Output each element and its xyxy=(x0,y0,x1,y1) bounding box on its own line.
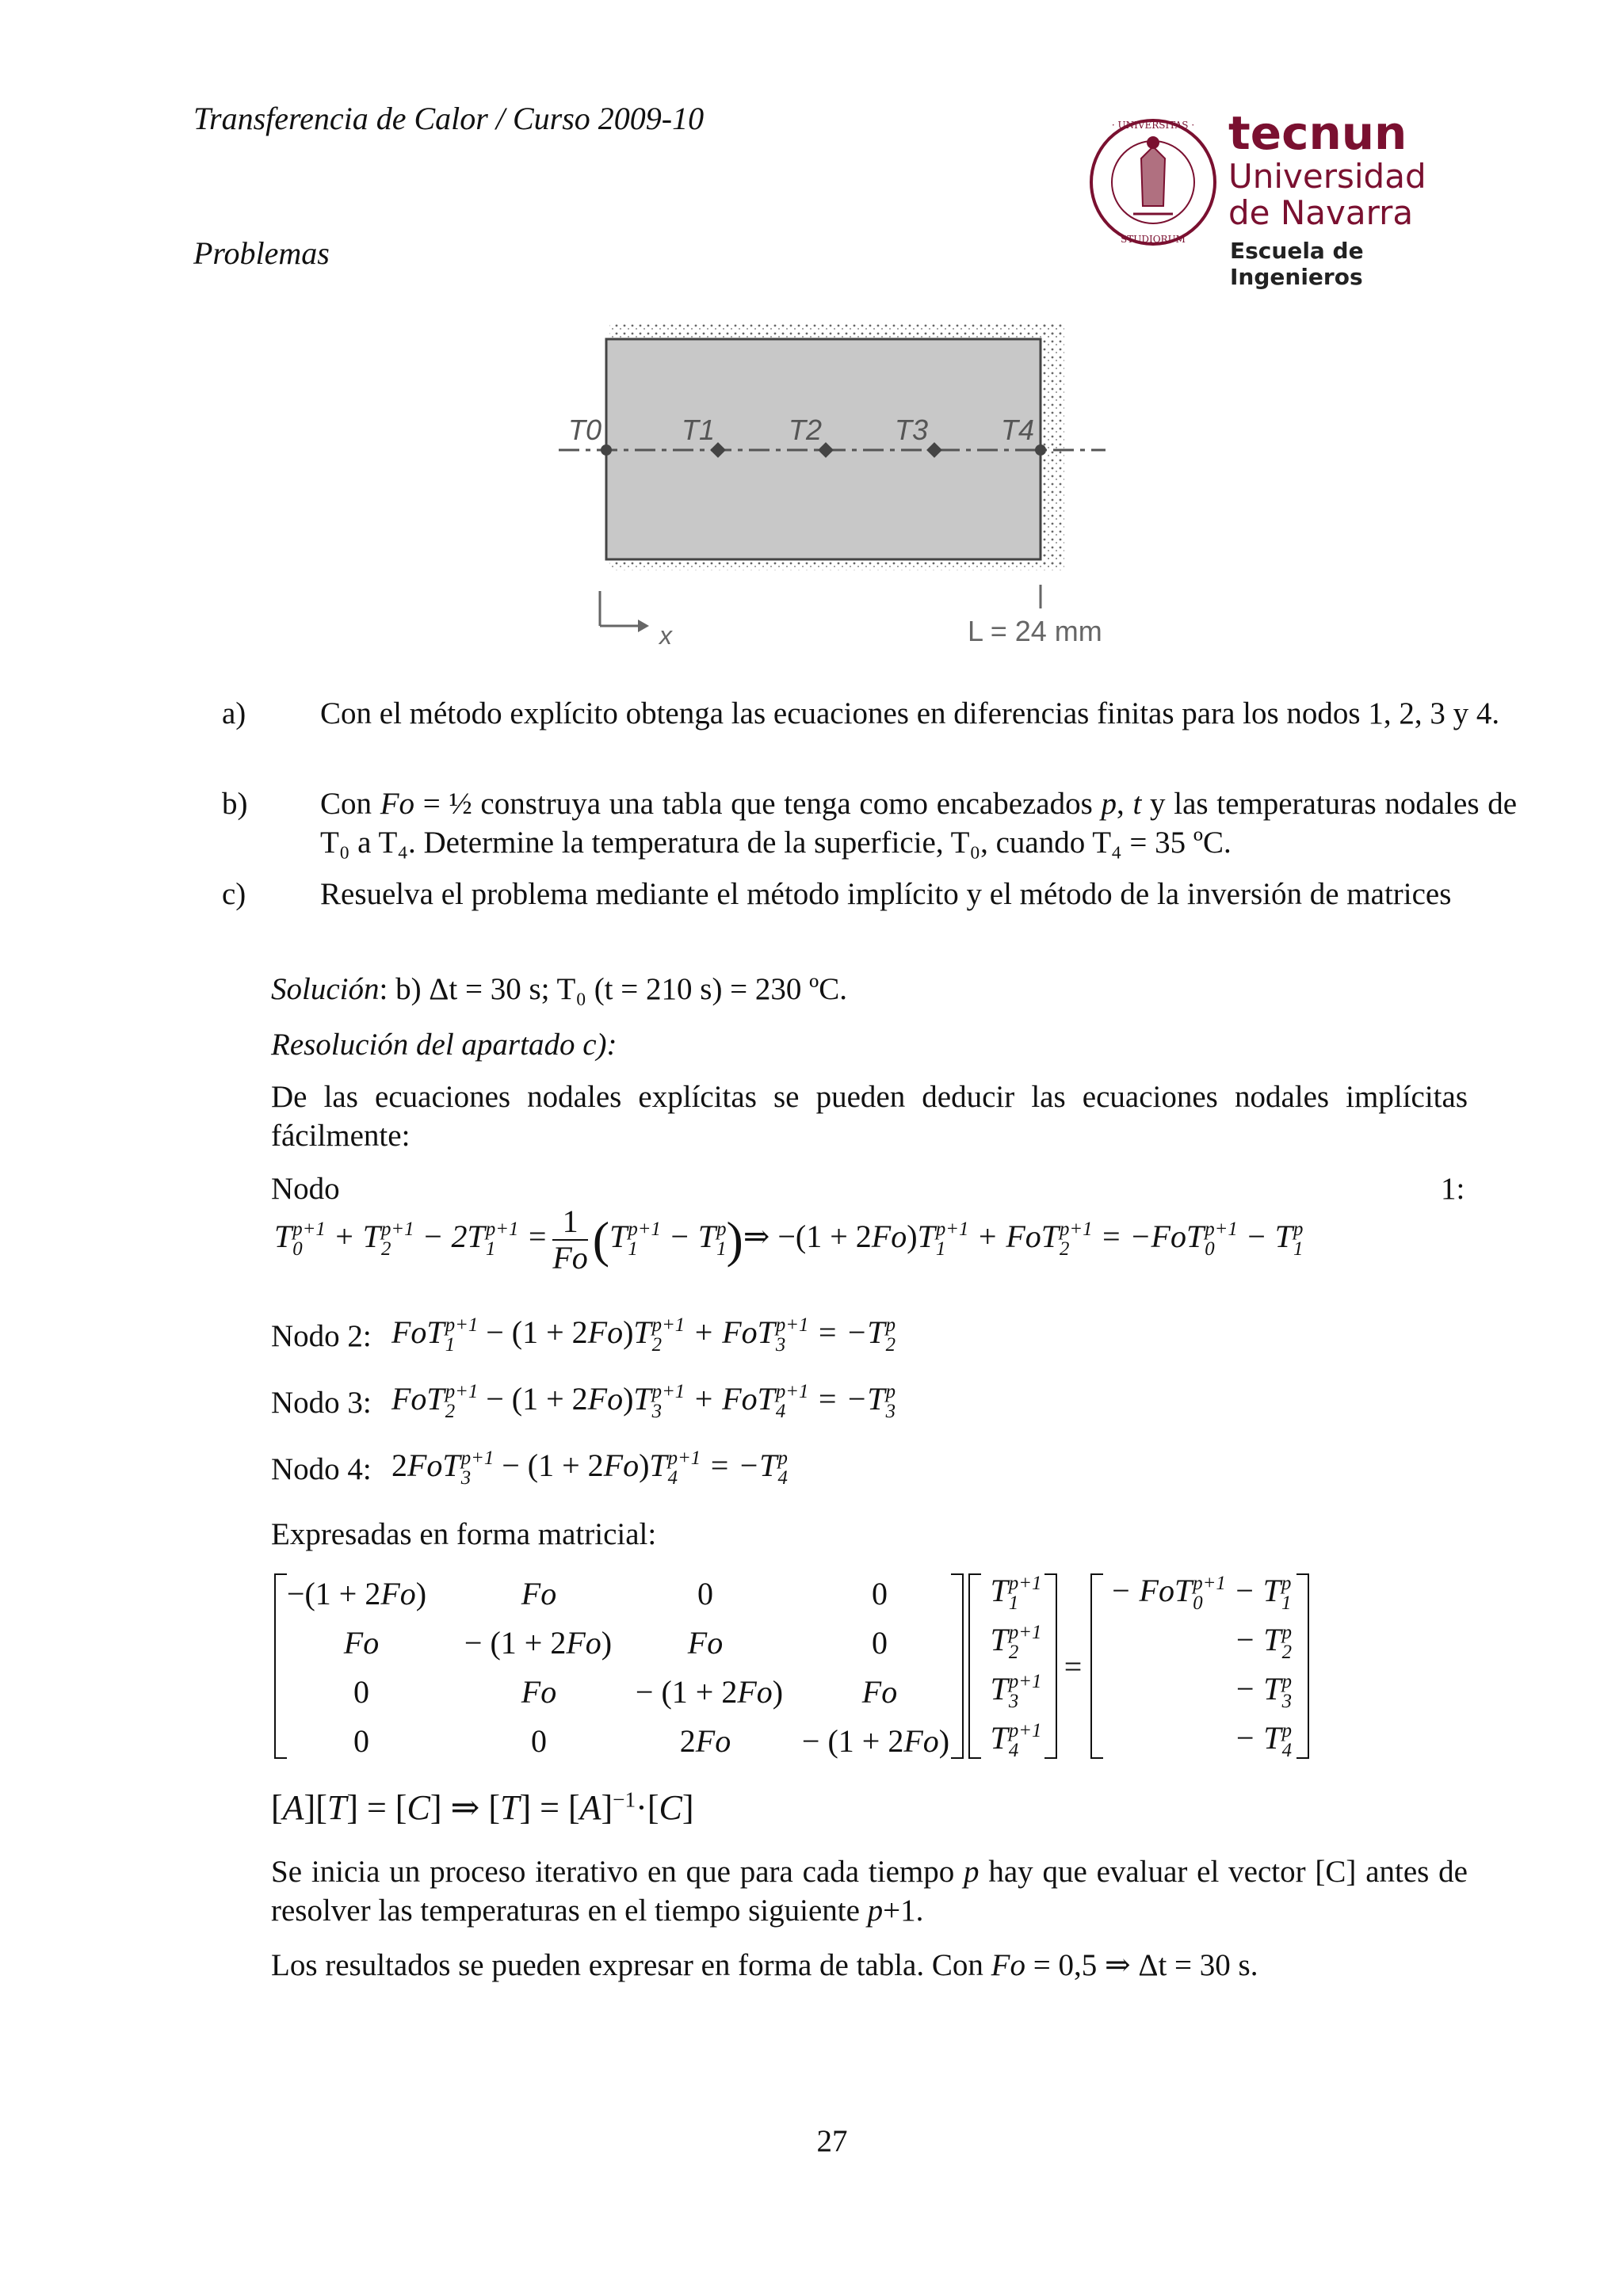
node-label-t3: T3 xyxy=(895,414,929,446)
results-paragraph: Los resultados se pueden expresar en forma de tabla. Con Fo = 0,5 ⇒ Δt = 30 s. xyxy=(271,1948,1258,1982)
resolution-heading: Resolución del apartado c): xyxy=(271,1028,617,1062)
logo-brand: tecnun xyxy=(1228,106,1407,160)
node4-equation: 2FoT p+1 3 − (1 + 2Fo)T p+1 4 = −T p 4 xyxy=(391,1447,788,1489)
course-header: Transferencia de Calor / Curso 2009-10 xyxy=(193,101,705,136)
x-axis-label: x xyxy=(659,621,672,650)
section-header: Problemas xyxy=(193,235,330,271)
item-b: b) Con Fo = ½ construya una tabla que tenga como encabezados p, t y las temperaturas nodales de T₀ a T₄. Determine la temperatura de la superficie, T₀, cuando T₄ = 35 ºC. xyxy=(271,784,1517,862)
node-label-t0: T0 xyxy=(568,414,602,446)
node3-label: Nodo 3: xyxy=(271,1386,372,1420)
plane-wall-diagram xyxy=(559,315,1113,656)
node2-label: Nodo 2: xyxy=(271,1319,372,1353)
iterative-paragraph: Se inicia un proceso iterativo en que para cada tiempo p hay que evaluar el vector [C] antes de resolver las temperaturas en el tiempo siguiente p+1. xyxy=(271,1855,1468,1928)
solution-text: : b) Δt = 30 s; T₀ (t = 210 s) = 230 ºC. xyxy=(379,972,848,1006)
length-label: L = 24 mm xyxy=(968,615,1102,647)
page-number: 27 xyxy=(816,2124,848,2158)
university-seal-icon xyxy=(1086,95,1220,269)
node-label-t4: T4 xyxy=(1001,414,1035,446)
matrix-heading: Expresadas en forma matricial: xyxy=(271,1517,657,1551)
node1-label-right: 1: xyxy=(1441,1172,1465,1206)
node-label-t2: T2 xyxy=(789,414,823,446)
logo-school: Escuela de Ingenieros xyxy=(1230,238,1364,290)
solution-line xyxy=(271,970,847,1009)
matrix-equals-sign: = xyxy=(1064,1649,1083,1684)
item-c-label: c) xyxy=(222,877,246,911)
item-a-label: a) xyxy=(222,696,246,730)
node4-label: Nodo 4: xyxy=(271,1452,372,1486)
item-b-label: b) xyxy=(222,787,248,821)
logo-university-line1: Universidad xyxy=(1228,157,1426,196)
item-c-text: Resuelva el problema mediante el método implícito y el método de la inversión de matrices xyxy=(320,877,1452,911)
svg-text:STUDIORUM: STUDIORUM xyxy=(1121,234,1186,245)
node3-equation: FoT p+1 2 − (1 + 2Fo)T p+1 3 + FoT p+1 4 = −T p 3 xyxy=(391,1381,896,1422)
item-a-text: Con el método explícito obtenga las ecuaciones en diferencias finitas para los nodos 1, 2, 3 y 4. xyxy=(320,696,1500,730)
wall-figure xyxy=(559,315,1113,656)
matrix-inversion-equation: [A][T] = [C] ⇒ $[T] = [A]^{-1}\cdot[C]$ xyxy=(271,1787,694,1827)
solution-label: Solución xyxy=(271,972,380,1006)
university-logo xyxy=(1086,95,1474,290)
node-label-t1: T1 xyxy=(682,414,716,446)
item-c xyxy=(222,875,1517,913)
node1-equation: T p+1 0 + T p+1 2 − 2T p+1 1 = $\frac{1}{Fo}$ (T p+1 1 − T p 1 )⇒ −(1 + 2Fo)T p+1 1 + FoT p+1 2 = −FoT p+1 0 − T p 1 xyxy=(274,1203,1304,1276)
svg-text:· UNIVERSITAS ·: · UNIVERSITAS · xyxy=(1111,120,1195,131)
node2-equation: FoT p+1 1 − (1 + 2Fo)T p+1 2 + FoT p+1 3 = −T p 2 xyxy=(391,1314,896,1356)
item-a xyxy=(222,694,1517,733)
intro-paragraph: De las ecuaciones nodales explícitas se pueden deducir las ecuaciones nodales implícitas fácilmente: xyxy=(271,1080,1468,1153)
node1-label: Nodo xyxy=(271,1172,340,1206)
logo-university-line2: de Navarra xyxy=(1228,193,1414,232)
